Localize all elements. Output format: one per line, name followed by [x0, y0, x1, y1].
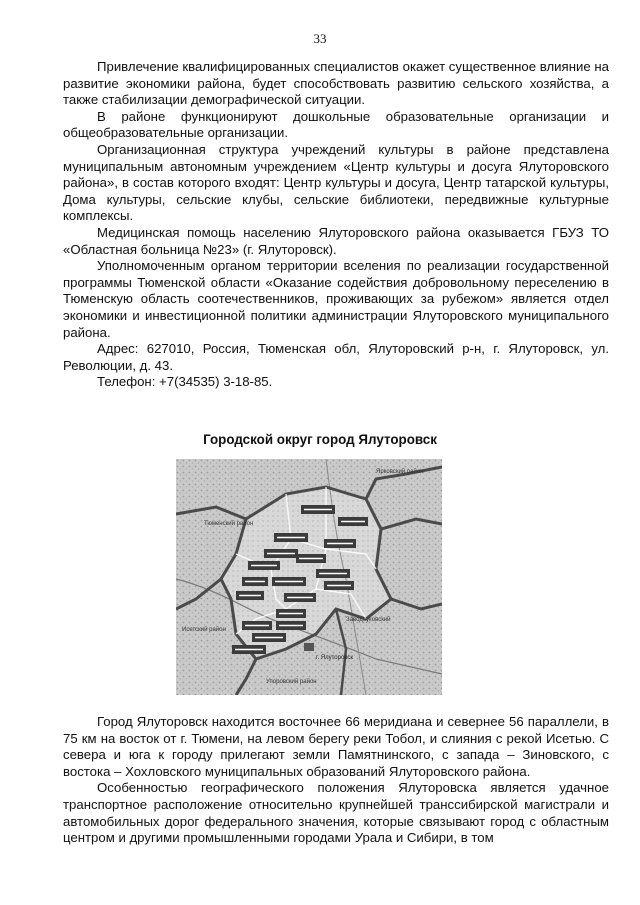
paragraph: Уполномоченным органом территории вселения по реализации государственной программы Тюменской области «Оказание содействия добровольному переселению в Тюменскую область соотечественников, проживающих за рубежом» является отдел экономики и инвестиционной политики администрации Ялуторовского муниципального района.	[63, 258, 609, 340]
map-label-yarkovsky: Ярковский район	[376, 469, 424, 475]
paragraph: Город Ялуторовск находится восточнее 66 меридиана и севернее 56 параллели, в 75 км на восток от г. Тюмени, на левом берегу реки Тобол, и слияния с рекой Исетью. С севера и юга к городу прилегают земли Памятнинского, с запада – Зиновского, с востока – Хохловского муниципальных образований Ялуторовского района.	[63, 714, 609, 779]
paragraph: Особенностью географического положения Ялуторовска является удачное транспортное расположение относительно крупнейшей транссибирской магистрали и автомобильных дорог федерального значения, которые связывают город с областным центром и другими промышленными городами Урала и Сибири, в том	[63, 780, 609, 846]
district-map	[176, 459, 442, 695]
map-label-city: г. Ялуторовск	[316, 655, 354, 661]
body-text-bottom	[63, 714, 609, 847]
map-label-zavodoukovsky: Заводоуковский	[346, 617, 391, 623]
map-label-isetsky: Исетский район	[182, 627, 226, 633]
map-label-uporovsky: Упоровский район	[266, 679, 317, 685]
paragraph: Адрес: 627010, Россия, Тюменская обл, Ялуторовский р-н, г. Ялуторовск, ул. Революции, д. 43.	[63, 341, 609, 373]
map-graphic	[176, 459, 442, 695]
section-heading: Городской округ город Ялуторовск	[203, 432, 437, 447]
body-text-top	[63, 59, 609, 391]
paragraph: В районе функционируют дошкольные образовательные организации и общеобразовательные организации.	[63, 108, 609, 141]
paragraph: Телефон: +7(34535) 3-18-85.	[97, 374, 273, 390]
map-label-tyumensky: Тюменский район	[204, 521, 254, 527]
paragraph: Медицинская помощь населению Ялуторовского района оказывается ГБУЗ ТО «Областная больница №23» (г. Ялуторовск).	[63, 224, 609, 257]
paragraph: Привлечение квалифицированных специалистов окажет существенное влияние на развитие экономики района, будет способствовать развитию сельского хозяйства, а также стабилизации демографической ситуации.	[63, 59, 609, 108]
page-number: 33	[313, 31, 327, 46]
paragraph: Организационная структура учреждений культуры в районе представлена муниципальным автономным учреждением «Центр культуры и досуга Ялуторовского района», в состав которого входят: Центр культуры и досуга, Центр татарской культуры, Дома культуры, сельские клубы, сельские библиотеки, передвижные культурные комплексы.	[63, 141, 609, 224]
